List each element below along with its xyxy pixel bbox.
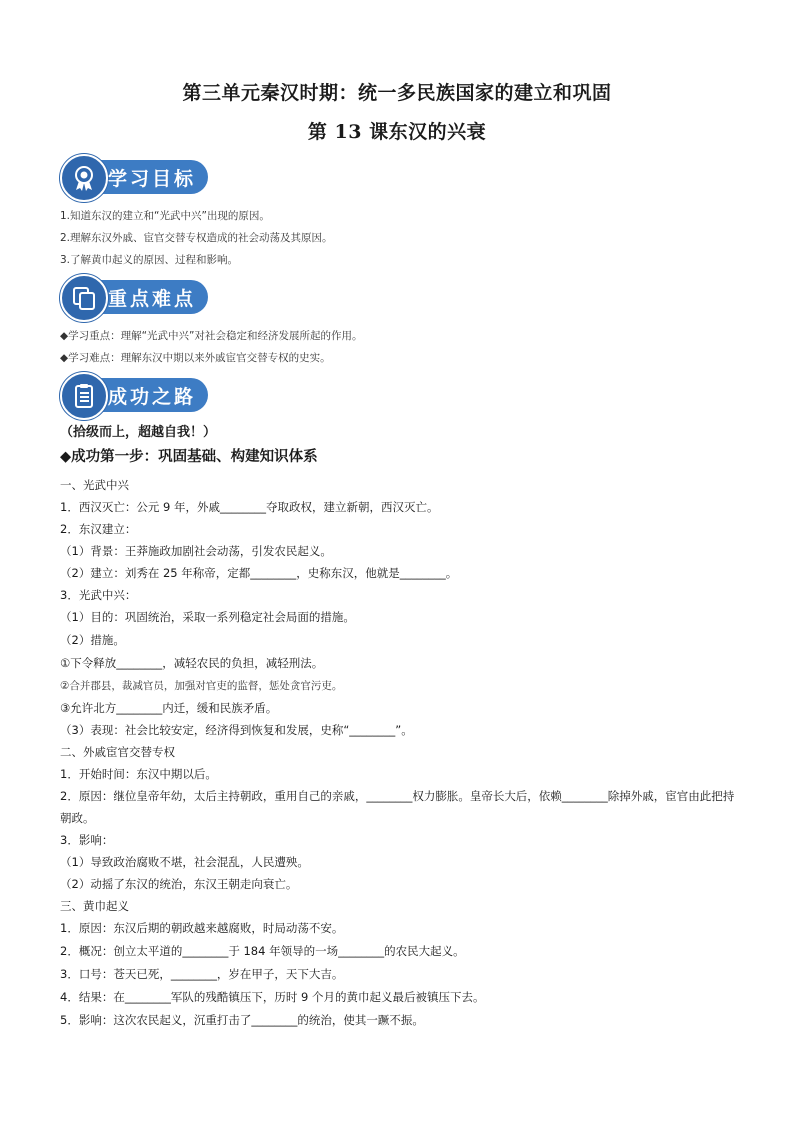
content-line: 3．光武中兴： — [60, 588, 137, 602]
content-line: 3．影响： — [60, 833, 114, 847]
content-line: （2）动摇了东汉的统治，东汉王朝走向衰亡。 — [60, 877, 298, 891]
content-line: （1）背景：王莽施政加剧社会动荡，引发农民起义。 — [60, 544, 332, 558]
unit-title: 第三单元秦汉时期：统一多民族国家的建立和巩固 — [182, 82, 612, 104]
goal-item: 2.理解东汉外戚、宦官交替专权造成的社会动荡及其原因。 — [60, 232, 333, 244]
key-points-banner — [60, 274, 210, 318]
goals-banner-label: 学习目标 — [108, 168, 197, 190]
motto: （拾级而上，超越自我！） — [60, 425, 217, 440]
content-line: 1．原因：东汉后期的朝政越来越腐败，时局动荡不安。 — [60, 921, 344, 935]
success-path-banner-label: 成功之路 — [108, 386, 197, 408]
award-ribbon-icon — [60, 154, 108, 202]
content-line: （2）措施。 — [60, 633, 125, 647]
content-line: ②合并郡县，裁减官员，加强对官吏的监督，惩处贪官污吏。 — [60, 680, 343, 692]
goal-item: 3.了解黄巾起义的原因、过程和影响。 — [60, 254, 239, 266]
goal-item: 1.知道东汉的建立和“光武中兴”出现的原因。 — [60, 210, 270, 222]
section-heading: 一、光武中兴 — [60, 478, 129, 492]
key-points-banner-label: 重点难点 — [108, 288, 197, 310]
content-line: ①下令释放________，减轻农民的负担，减轻刑法。 — [60, 656, 324, 670]
content-line: 2．概况：创立太平道的________于 184 年领导的一场________的农民大起义。 — [60, 944, 465, 958]
key-point-item: ◆学习重点：理解“光武中兴”对社会稳定和经济发展所起的作用。 — [60, 330, 363, 342]
lesson-title: 第 13 课东汉的兴衰 — [307, 121, 487, 143]
goals-banner — [60, 154, 210, 198]
content-line: ③允许北方________内迁，缓和民族矛盾。 — [60, 701, 278, 715]
content-line: 2．东汉建立： — [60, 522, 137, 536]
content-line: （3）表现：社会比较安定，经济得到恢复和发展，史称“________”。 — [60, 723, 413, 737]
section-heading: 三、黄巾起义 — [60, 899, 129, 913]
section-heading: 二、外戚宦官交替专权 — [60, 745, 175, 759]
content-line: 4．结果：在________军队的残酷镇压下，历时 9 个月的黄巾起义最后被镇压下去。 — [60, 990, 485, 1004]
key-point-item: ◆学习难点：理解东汉中期以来外戚宦官交替专权的史实。 — [60, 352, 331, 364]
content-line: 2．原因：继位皇帝年幼，太后主持朝政，重用自己的亲戚，________权力膨胀。皇帝长大后，依赖________除掉外戚，宦官由此把持朝政。 — [60, 789, 735, 825]
content-line: （1）目的：巩固统治，采取一系列稳定社会局面的措施。 — [60, 610, 355, 624]
content-line: （1）导致政治腐败不堪，社会混乱，人民遭殃。 — [60, 855, 309, 869]
step-one-heading: ◆成功第一步：巩固基础、构建知识体系 — [60, 449, 318, 465]
content-line: 1．开始时间：东汉中期以后。 — [60, 767, 217, 781]
stacked-pages-icon — [60, 274, 108, 322]
clipboard-list-icon — [60, 372, 108, 420]
content-line: 1．西汉灭亡：公元 9 年，外戚________夺取政权，建立新朝，西汉灭亡。 — [60, 500, 439, 514]
content-line: （2）建立：刘秀在 25 年称帝，定都________，史称东汉，他就是________。 — [60, 566, 458, 580]
content-line: 3．口号：苍天已死，________，岁在甲子，天下大吉。 — [60, 967, 344, 981]
content-line: 5．影响：这次农民起义，沉重打击了________的统治，使其一蹶不振。 — [60, 1013, 424, 1027]
success-path-banner — [60, 372, 210, 416]
